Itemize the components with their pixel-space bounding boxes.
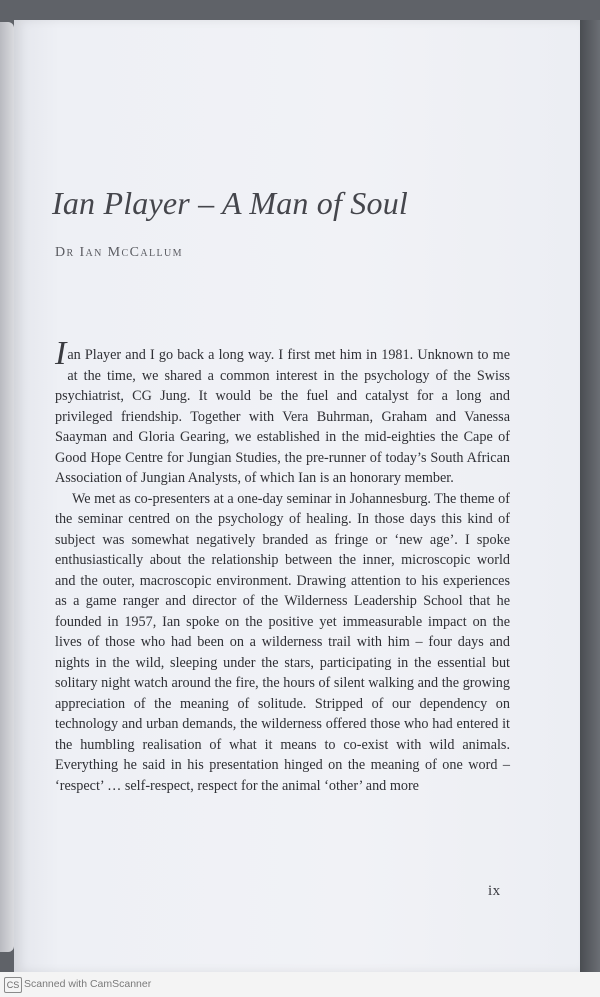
paragraph-1 [55,335,510,489]
paragraph-2: We met as co-presenters at a one-day seminar in Johannesburg. The theme of the seminar centred on the psychology of healing. In those days this kind of subject was somewhat negatively branded as fringe or ‘new age’. I spoke enthusiastically about the relationship between the inner, microscopic world and the outer, macroscopic environment. Drawing attention to his experiences as a game ranger and director of the Wilderness Leadership School that he founded in 1957, Ian spoke on the positive yet immeasurable impact on the lives of those who had been on a wilderness trail with him – four days and nights in the wild, sleeping under the stars, participating in the essential but solitary night watch around the fire, the hours of silent walking and the growing appreciation of the meaning of solitude. Stripped of our dependency on technology and urban demands, the wilderness offered those who had entered it the humbling realisation of what it means to co-exist with wild animals. Everything he said in his presentation hinged on the meaning of one word – ‘respect’ … self-respect, respect for the animal ‘other’ and more [55,490,510,794]
facing-page-edge [0,22,14,952]
page-number: ix [488,883,501,899]
chapter-body [55,335,510,796]
camscanner-logo-icon: CS [4,977,22,993]
paragraph-1-text: an Player and I go back a long way. I first met him in 1981. Unknown to me at the time, we shared a common interest in the psychology of the Swiss psychiatrist, CG Jung. It would be the fuel and catalyst for a long and privileged friendship. Together with Vera Buhrman, Graham and Vanessa Saayman and Gloria Gearing, we established in the mid-eighties the Cape of Good Hope Centre for Jungian Studies, the pre-runner of today’s South African Association of Jungian Analysts, of which Ian is an honorary member. [55,347,510,486]
book-spine-shadow [580,20,600,972]
chapter-author: Dr Ian McCallum [55,245,183,260]
chapter-title: Ian Player – A Man of Soul [52,185,408,221]
drop-cap: I [55,335,67,372]
scanner-watermark: Scanned with CamScanner [24,978,152,990]
